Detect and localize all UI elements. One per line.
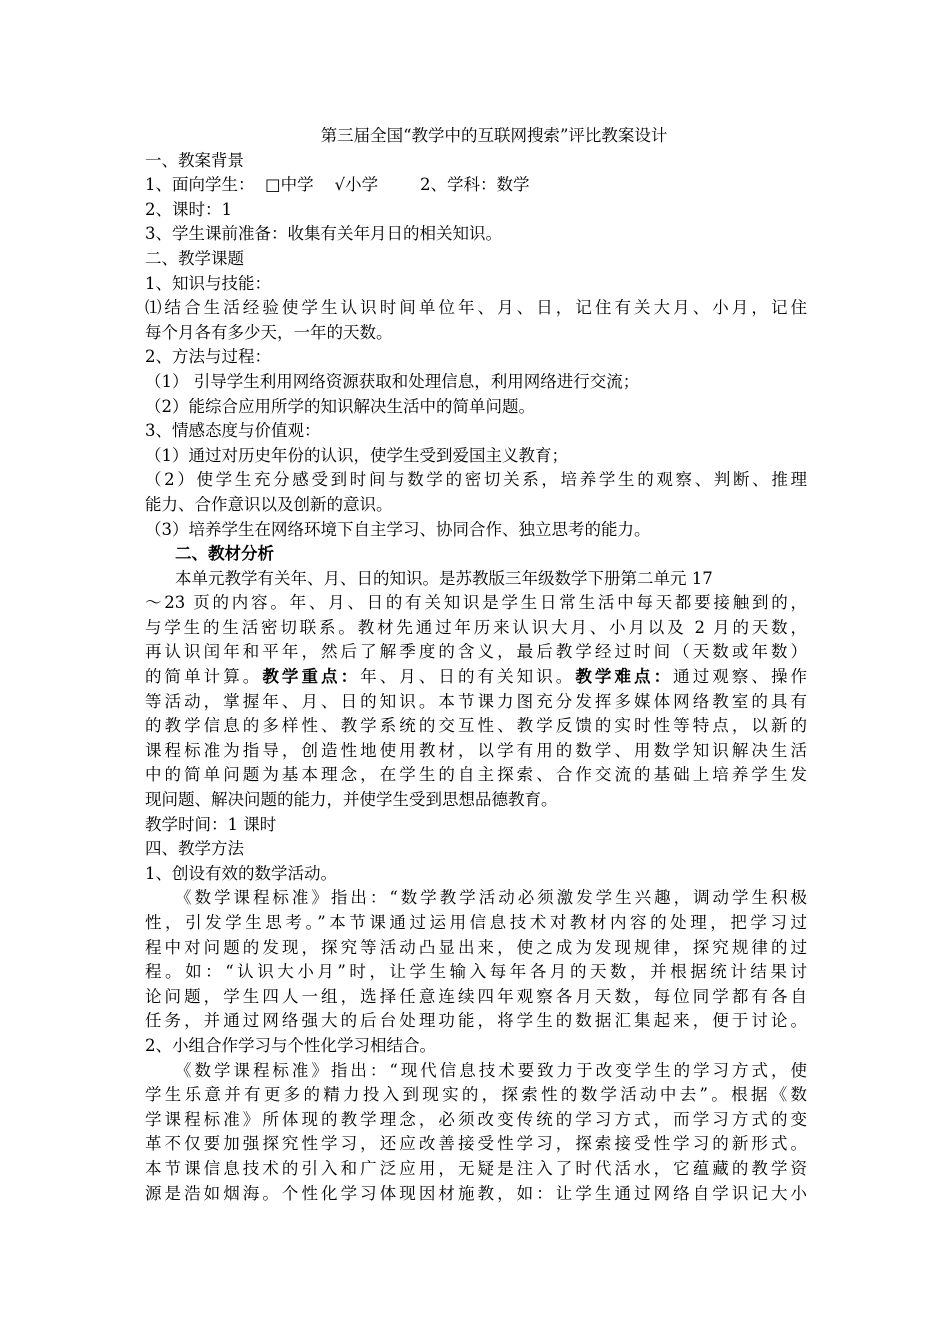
text-line: 1、创设有效的数学活动。 xyxy=(145,863,337,883)
text-line: 3、情感态度与价值观： xyxy=(145,421,321,441)
text-line: （2）使学生充分感受到时间与数学的密切关系，培养学生的观察、判断、推理 xyxy=(145,470,807,490)
text-line: 2、小组合作学习与个性化学习相结合。 xyxy=(145,1035,436,1055)
text-line: 一、教案背景 xyxy=(145,150,244,170)
text-line: 再认识闰年和平年，然后了解季度的含义，最后教学经过时间（天数或年数） xyxy=(145,642,807,662)
text-line: 二、教材分析 xyxy=(175,544,274,564)
bold-label: 教学重点： xyxy=(262,667,361,687)
text-line: 每个月各有多少天，一年的天数。 xyxy=(145,322,393,342)
text-line: 1、知识与技能： xyxy=(145,273,271,293)
text-line: 的简单计算。教学重点：年、月、日的有关知识。教学难点：通过观察、操作 xyxy=(145,667,808,687)
text-line: 学课程标准》所体现的教学理念，必须改变传统的学习方式，而学习方式的变 xyxy=(145,1109,807,1129)
text-line: 中的简单问题为基本理念，在学生的自主探索、合作交流的基础上培养学生发 xyxy=(145,765,807,785)
text-line: 与学生的生活密切联系。教材先通过年历来认识大月、小月以及 2 月的天数， xyxy=(145,617,807,637)
text-line: 本节课信息技术的引入和广泛应用，无疑是注入了时代活水，它蕴藏的教学资 xyxy=(145,1158,807,1178)
text-line: 教学时间：1 课时 xyxy=(145,814,277,834)
text-line: ～23 页的内容。年、月、日的有关知识是学生日常生活中每天都要接触到的， xyxy=(145,593,807,613)
bold-label: 教学难点： xyxy=(575,667,674,687)
text-line: 程。如：“认识大小月”时，让学生输入每年各月的天数，并根据统计结果讨 xyxy=(145,962,807,982)
text-line: 四、教学方法 xyxy=(145,839,244,859)
text-line: ⑴结合生活经验使学生认识时间单位年、月、日，记住有关大月、小月，记住 xyxy=(145,298,807,318)
text-line: 等活动，掌握年、月、日的知识。本节课力图充分发挥多媒体网络教室的具有 xyxy=(145,691,807,711)
text-line: 源是浩如烟海。个性化学习体现因材施教，如：让学生通过网络自学识记大小 xyxy=(145,1183,807,1203)
text-line: 现问题、解决问题的能力，并使学生受到思想品德教育。 xyxy=(145,790,558,810)
text-line: 本单元教学有关年、月、日的知识。是苏教版三年级数学下册第二单元 17 xyxy=(175,568,713,588)
text-line: （1） 引导学生利用网络资源获取和处理信息，利用网络进行交流； xyxy=(145,371,640,391)
text-line: 2、方法与过程： xyxy=(145,347,271,367)
text-line: （2）能综合应用所学的知识解决生活中的简单问题。 xyxy=(145,396,535,416)
text-line: （1）通过对历史年份的认识，使学生受到爱国主义教育； xyxy=(145,445,568,465)
text-line: （3）培养学生在网络环境下自主学习、协同合作、独立思考的能力。 xyxy=(145,519,651,539)
text-line: 任务，并通过网络强大的后台处理功能，将学生的数据汇集起来，便于讨论。 xyxy=(145,1011,807,1031)
text-line: 《数学课程标准》指出：“数学教学活动必须激发学生兴趣，调动学生积极 xyxy=(175,888,807,908)
text-line: 3、学生课前准备：收集有关年月日的相关知识。 xyxy=(145,224,502,244)
document-title: 第三届全国“教学中的互联网搜索”评比教案设计 xyxy=(320,126,668,145)
text-line: 课程标准为指导，创造性地使用教材，以学有用的数学、用数学知识解决生活 xyxy=(145,740,807,760)
text-line: 的教学信息的多样性、教学系统的交互性、教学反馈的实时性等特点，以新的 xyxy=(145,716,807,736)
text-line: 1、面向学生： □中学 √小学 2、学科：数学 xyxy=(145,175,530,195)
document-body xyxy=(145,124,807,1206)
text-line: 《数学课程标准》指出：“现代信息技术要致力于改变学生的学习方式，使 xyxy=(175,1060,807,1080)
text-line: 论问题，学生四人一组，选择任意连续四年观察各月天数，每位同学都有各自 xyxy=(145,986,807,1006)
text-line: 二、教学课题 xyxy=(145,248,244,268)
document-lines xyxy=(145,149,807,1207)
text-line: 性，引发学生思考。”本节课通过运用信息技术对教材内容的处理，把学习过 xyxy=(145,913,807,932)
text-line: 程中对问题的发现，探究等活动凸显出来，使之成为发现规律，探究规律的过 xyxy=(145,937,807,957)
text-line: 能力、合作意识以及创新的意识。 xyxy=(145,494,393,514)
text-line: 学生乐意并有更多的精力投入到现实的，探索性的数学活动中去”。根据《数 xyxy=(145,1085,807,1105)
text-line: 2、课时：1 xyxy=(145,199,232,219)
text-line: 革不仅要加强探究性学习，还应改善接受性学习，探索接受性学习的新形式。 xyxy=(145,1134,807,1154)
